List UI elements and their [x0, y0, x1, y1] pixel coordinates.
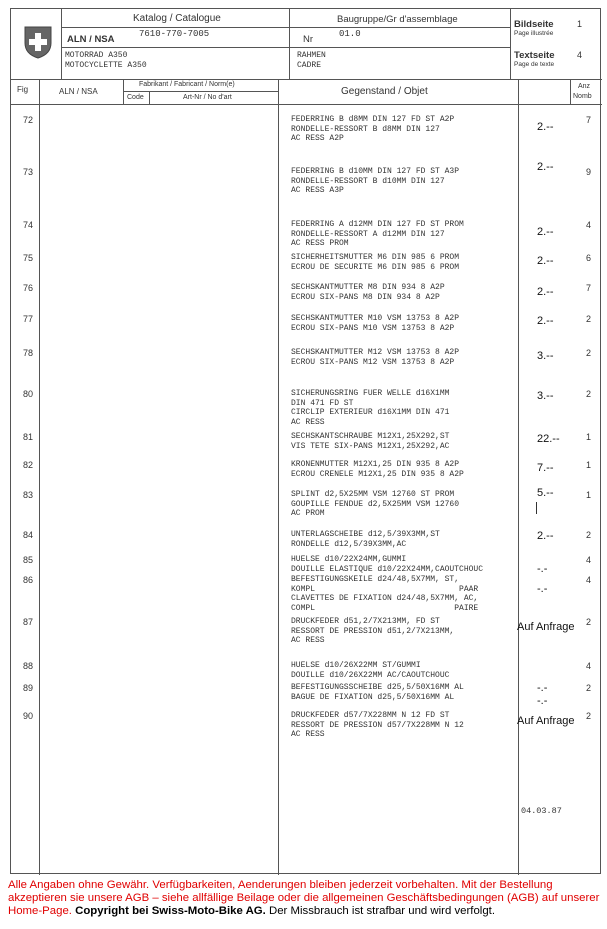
row-description: HUELSE d10/22X24MM,GUMMI DOUILLE ELASTIQUE d10/22X24MM,CAOUTCHOUC	[291, 555, 484, 574]
row-description: SICHERHEITSMUTTER M6 DIN 985 6 PROM ECROU DE SECURITE M6 DIN 985 6 PROM	[291, 253, 460, 272]
row-price: 2.--	[537, 226, 554, 238]
misuse-text: Der Missbrauch ist strafbar und wird verfolgt.	[269, 905, 495, 917]
row-price: Auf Anfrage	[517, 621, 575, 633]
row-fig: 84	[23, 530, 34, 540]
row-fig: 82	[23, 460, 34, 470]
row-quantity: 4	[586, 555, 592, 565]
col-aln: ALN / NSA	[59, 87, 98, 96]
group-label: Baugruppe/Gr d'assemblage	[337, 14, 458, 25]
row-description: DRUCKFEDER d57/7X228MM N 12 FD ST RESSORT DE PRESSION d57/7X228MM N 12 AC RESS	[291, 711, 464, 739]
row-description: BEFESTIGUNGSSCHEIBE d25,5/50X16MM AL BAGUE DE FIXATION d25,5/50X16MM AL	[291, 683, 464, 702]
nr-value: 01.0	[339, 29, 361, 39]
row-fig: 83	[23, 490, 34, 500]
row-price: 5.--	[537, 487, 554, 499]
row-price: -.-	[537, 583, 548, 595]
col-artnr: Art-Nr / No d'art	[183, 94, 232, 101]
row-fig: 72	[23, 115, 34, 125]
row-description: FEDERRING B d8MM DIN 127 FD ST A2P RONDELLE-RESSORT B d8MM DIN 127 AC RESS A2P	[291, 115, 455, 143]
row-quantity: 2	[586, 683, 592, 693]
row-fig: 74	[23, 220, 34, 230]
row-quantity: 2	[586, 314, 592, 324]
row-fig: 80	[23, 389, 34, 399]
row-fig: 73	[23, 167, 34, 177]
group-de: RAHMEN	[297, 51, 326, 60]
swiss-cross-logo	[23, 25, 53, 59]
row-quantity: 7	[586, 115, 592, 125]
row-quantity: 4	[586, 575, 592, 585]
row-fig: 86	[23, 575, 34, 585]
row-fig: 85	[23, 555, 34, 565]
col-anz: Anz	[578, 83, 591, 90]
row-quantity: 7	[586, 283, 592, 293]
row-description: DRUCKFEDER d51,2/7X213MM, FD ST RESSORT DE PRESSION d51,2/7X213MM, AC RESS	[291, 617, 455, 645]
row-price: 2.--	[537, 121, 554, 133]
row-quantity: 1	[586, 460, 592, 470]
print-date: 04.03.87	[521, 806, 562, 816]
col-manufacturer: Fabrikant / Fabricant / Norm(e)	[139, 81, 235, 88]
catalog-label: Katalog / Catalogue	[133, 13, 221, 24]
textseite-value: 4	[577, 50, 583, 60]
textseite-label: Textseite	[514, 50, 555, 61]
row-price: 7.--	[537, 462, 554, 474]
row-description: SECHSKANTSCHRAUBE M12X1,25X292,ST VIS TETE SIX-PANS M12X1,25X292,AC	[291, 432, 450, 451]
row-price: 2.--	[537, 255, 554, 267]
row-description: FEDERRING B d10MM DIN 127 FD ST A3P RONDELLE-RESSORT B d10MM DIN 127 AC RESS A3P	[291, 167, 460, 195]
bildseite-sub: Page illustrée	[514, 30, 554, 37]
row-fig: 77	[23, 314, 34, 324]
row-description: UNTERLAGSCHEIBE d12,5/39X3MM,ST RONDELLE d12,5/39X3MM,AC	[291, 530, 440, 549]
row-fig: 75	[23, 253, 34, 263]
row-quantity: 2	[586, 348, 592, 358]
row-description: SECHSKANTMUTTER M12 VSM 13753 8 A2P ECROU SIX-PANS M12 VSM 13753 8 A2P	[291, 348, 460, 367]
aln-label: ALN / NSA	[67, 34, 115, 45]
row-description: HUELSE d10/26X22MM ST/GUMMI DOUILLE d10/26X22MM AC/CAOUTCHOUC	[291, 661, 450, 680]
model-fr: MOTOCYCLETTE A350	[65, 61, 147, 70]
row-price: 2.--	[537, 530, 554, 542]
row-price: Auf Anfrage	[517, 715, 575, 727]
group-fr: CADRE	[297, 61, 322, 70]
col-object: Gegenstand / Objet	[341, 86, 428, 97]
textseite-sub: Page de texte	[514, 61, 555, 68]
col-fig: Fig	[17, 85, 29, 94]
row-quantity: 4	[586, 220, 592, 230]
row-price: 2.--	[537, 315, 554, 327]
row-quantity: 1	[586, 432, 592, 442]
bildseite-label: Bildseite	[514, 19, 554, 30]
row-quantity: 6	[586, 253, 592, 263]
row-fig: 78	[23, 348, 34, 358]
row-quantity: 2	[586, 617, 592, 627]
row-price: 22.--	[537, 433, 560, 445]
cursor-mark	[536, 502, 537, 514]
col-code: Code	[127, 94, 144, 101]
row-description: SECHSKANTMUTTER M8 DIN 934 8 A2P ECROU SIX-PANS M8 DIN 934 8 A2P	[291, 283, 445, 302]
row-description: SICHERUNGSRING FUER WELLE d16X1MM DIN 471 FD ST CIRCLIP EXTERIEUR d16X1MM DIN 471 AC RESS	[291, 389, 450, 427]
aln-value: 7610-770-7005	[139, 29, 210, 39]
row-price: 2.--	[537, 286, 554, 298]
row-fig: 88	[23, 661, 34, 671]
model-de: MOTORRAD A350	[65, 51, 128, 60]
row-description: SPLINT d2,5X25MM VSM 12760 ST PROM GOUPILLE FENDUE d2,5X25MM VSM 12760 AC PROM	[291, 490, 460, 518]
row-quantity: 2	[586, 711, 592, 721]
row-quantity: 4	[586, 661, 592, 671]
row-quantity: 9	[586, 167, 592, 177]
row-price: -.-	[537, 563, 548, 575]
row-quantity: 2	[586, 530, 592, 540]
disclaimer-footer	[8, 879, 602, 918]
row-fig: 87	[23, 617, 34, 627]
disclaimer-text: Alle Angaben ohne Gewähr. Verfügbarkeiten, Aenderungen bleiben jederzeit vorbehalten. Mit der Bestellung akzeptieren sie unsere AGB – siehe allfällige Beilage oder die allgemeinen Geschäftsbedingungen (AGB) auf unserer Home-Page.	[8, 879, 600, 917]
row-price: 3.--	[537, 350, 554, 362]
row-fig: 81	[23, 432, 34, 442]
row-price: -.- -.-	[537, 682, 548, 707]
nr-label: Nr	[303, 34, 314, 45]
row-description: SECHSKANTMUTTER M10 VSM 13753 8 A2P ECROU SIX-PANS M10 VSM 13753 8 A2P	[291, 314, 460, 333]
row-price: 2.--	[537, 161, 554, 173]
row-fig: 89	[23, 683, 34, 693]
row-description: BEFESTIGUNGSKEILE d24/48,5X7MM, ST, KOMPL PAAR CLAVETTES DE FIXATION d24/48,5X7MM, AC, COMPL PAIRE	[291, 575, 479, 613]
copyright-text: Copyright bei Swiss-Moto-Bike AG.	[75, 905, 266, 917]
row-description: KRONENMUTTER M12X1,25 DIN 935 8 A2P ECROU CRENELE M12X1,25 DIN 935 8 A2P	[291, 460, 464, 479]
row-price: 3.--	[537, 390, 554, 402]
col-nomb: Nomb	[573, 93, 592, 100]
row-quantity: 1	[586, 490, 592, 500]
catalog-sheet	[10, 8, 601, 874]
row-quantity: 2	[586, 389, 592, 399]
bildseite-value: 1	[577, 19, 583, 29]
row-description: FEDERRING A d12MM DIN 127 FD ST PROM RONDELLE-RESSORT A d12MM DIN 127 AC RESS PROM	[291, 220, 464, 248]
row-fig: 90	[23, 711, 34, 721]
row-fig: 76	[23, 283, 34, 293]
